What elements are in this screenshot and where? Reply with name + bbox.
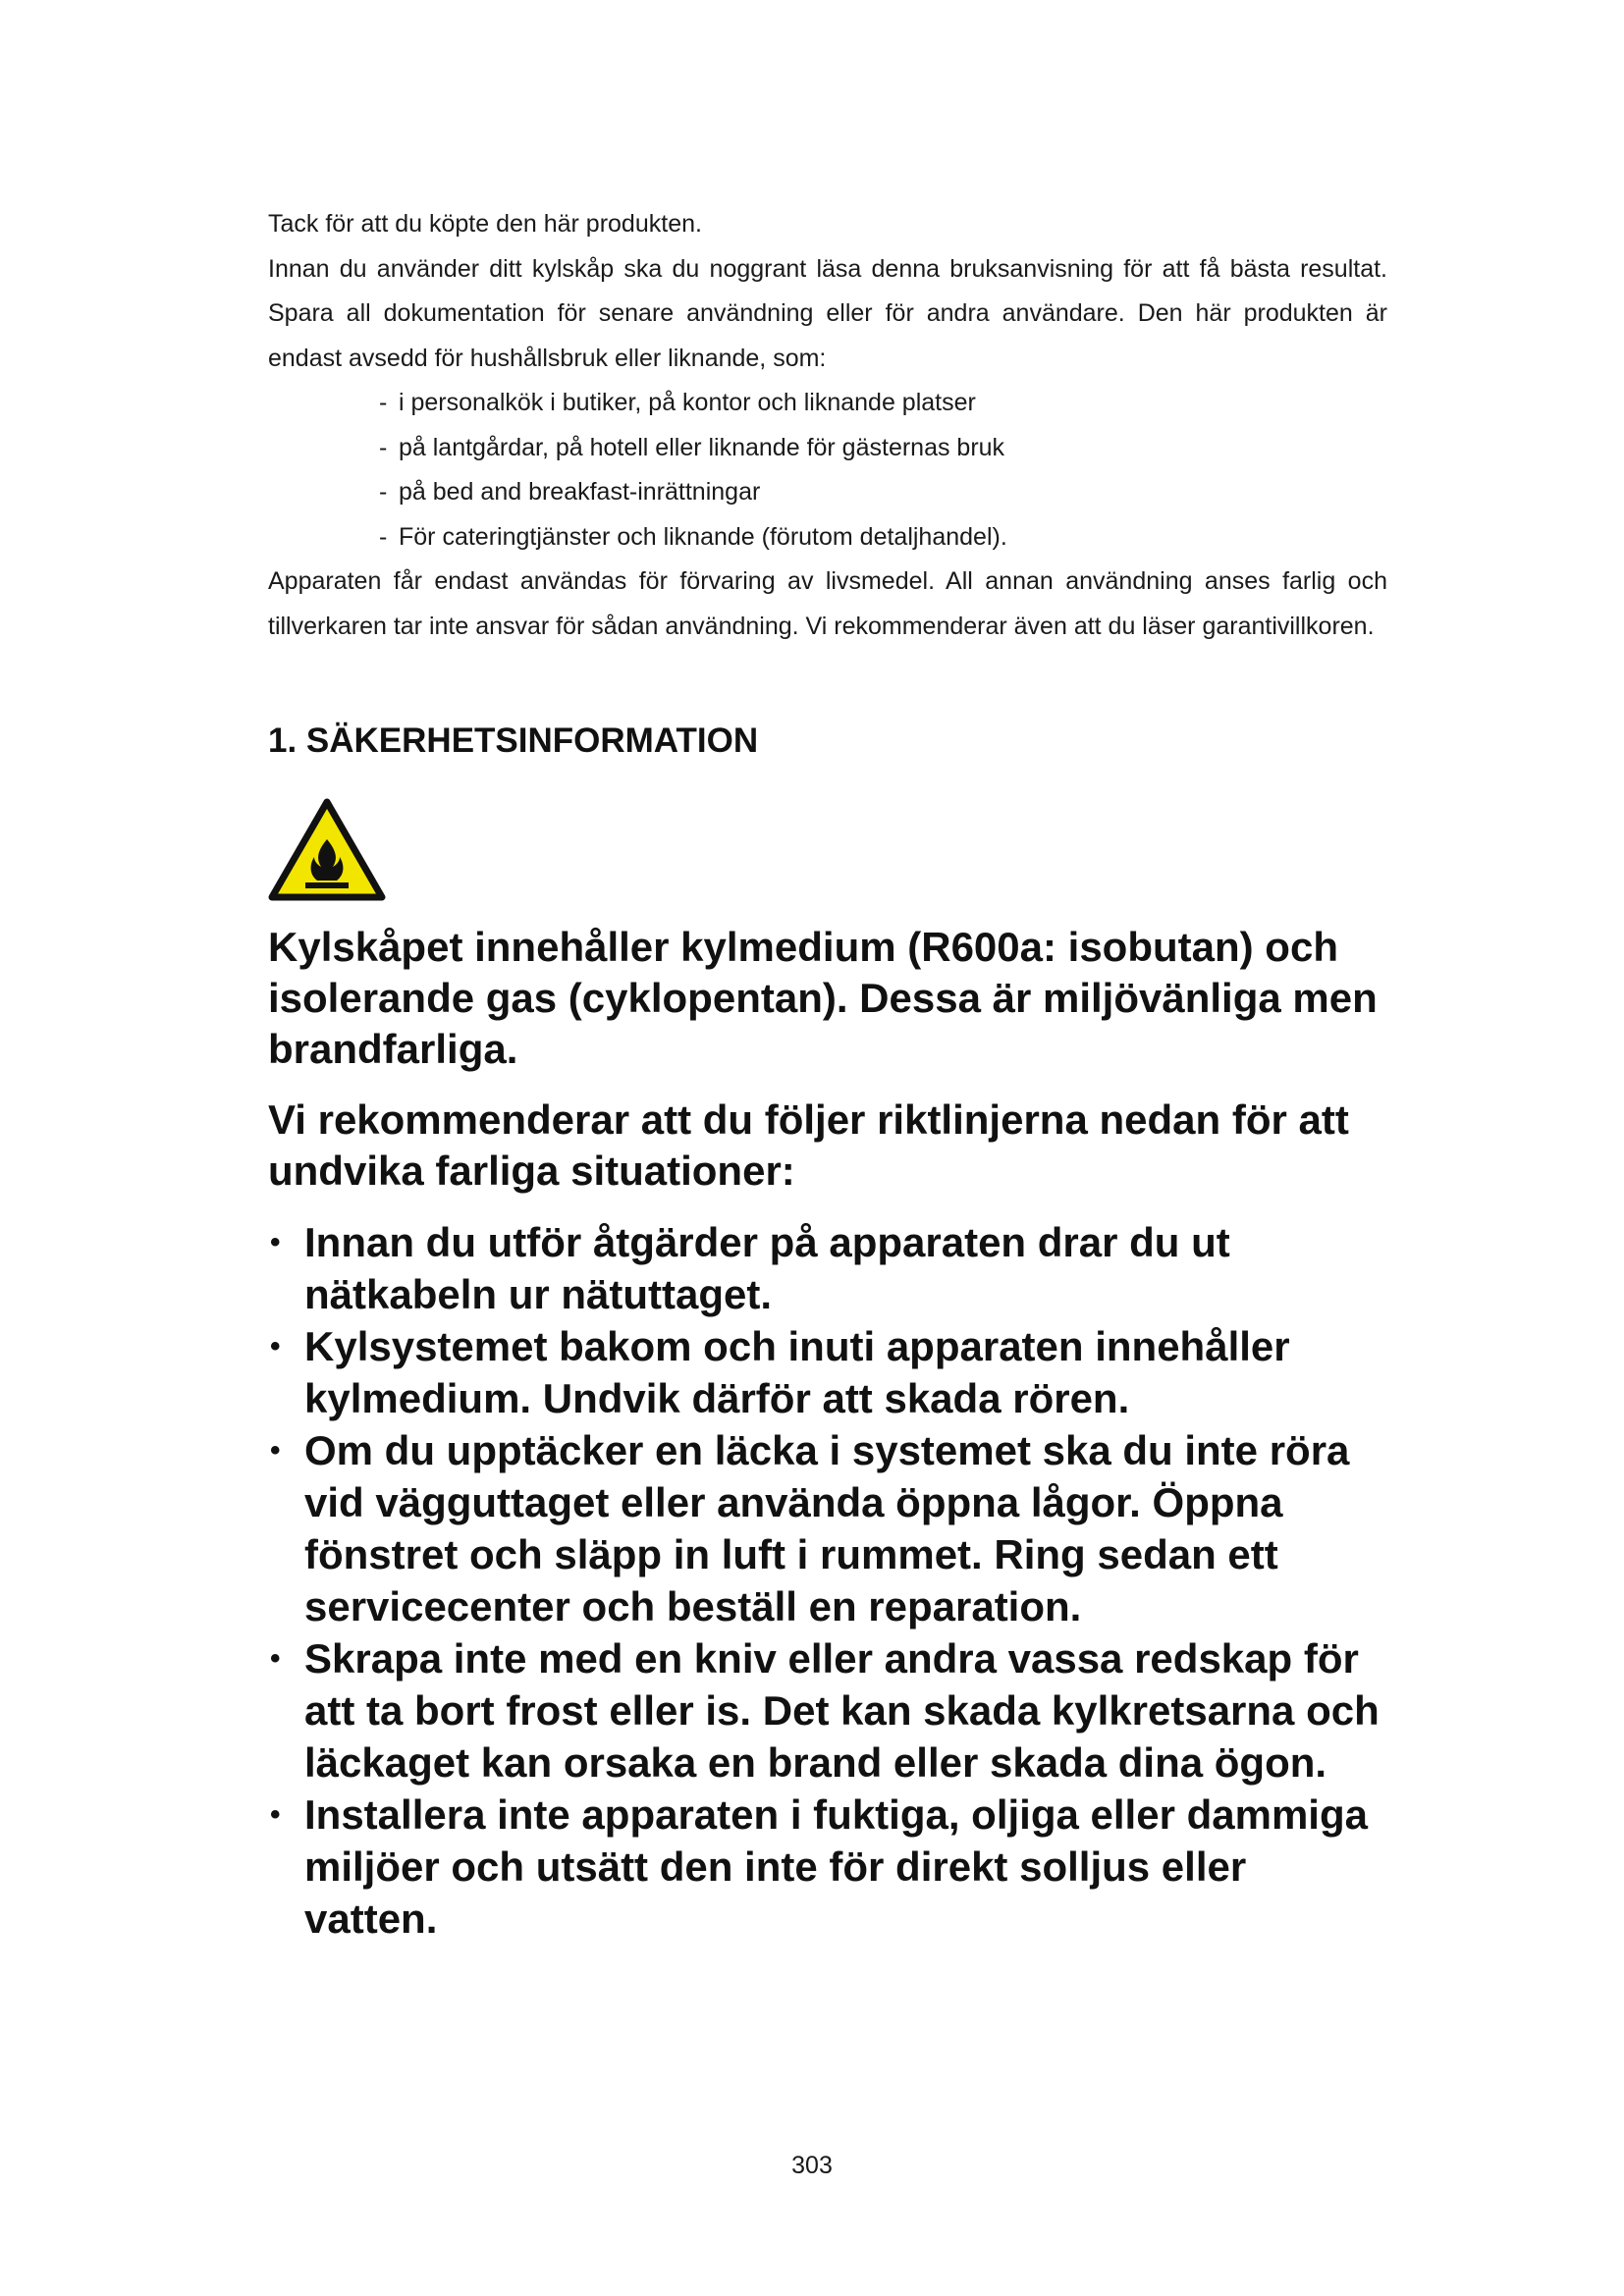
safety-rule-text: Kylsystemet bakom och inuti apparaten innehåller kylmedium. Undvik därför att skada rören.: [304, 1323, 1290, 1421]
bullet-marker: •: [270, 1798, 281, 1831]
dash-marker: -: [379, 389, 388, 416]
dash-marker: -: [379, 522, 388, 551]
usage-item-text: För cateringtjänster och liknande (förutom detaljhandel).: [399, 522, 1007, 551]
page-content: [268, 202, 1387, 1945]
safety-rule: [268, 1216, 1387, 1320]
safety-rules-list: [268, 1216, 1387, 1945]
closing-paragraph: Apparaten får endast användas för förvaring av livsmedel. All annan användning anses farlig och tillverkaren tar inte ansvar för sådan användning. Vi rekommenderar även att du läser garantivillkoren.: [268, 567, 1387, 640]
dash-marker: -: [379, 433, 388, 461]
usage-item-text: på lantgårdar, på hotell eller liknande för gästernas bruk: [399, 433, 1005, 461]
bullet-marker: •: [270, 1226, 281, 1258]
bullet-marker: •: [270, 1330, 281, 1362]
section-title: 1. SÄKERHETSINFORMATION: [268, 721, 759, 760]
usage-item-text: i personalkök i butiker, på kontor och liknande platser: [399, 389, 976, 416]
safety-rule: [268, 1789, 1387, 1945]
bullet-marker: •: [270, 1642, 281, 1675]
refrigerant-statement: Kylskåpet innehåller kylmedium (R600a: isobutan) och isolerande gas (cyklopentan). Dessa är miljövänliga men brandfarliga.: [268, 924, 1378, 1072]
safety-rule: [268, 1320, 1387, 1424]
usage-item: [379, 381, 1387, 426]
usage-item: [379, 426, 1387, 471]
page-number: 303: [791, 2152, 833, 2179]
safety-rule-text: Installera inte apparaten i fuktiga, oljiga eller dammiga miljöer och utsätt den inte för direkt solljus eller vatten.: [304, 1791, 1368, 1942]
flammable-warning-icon: [268, 798, 386, 902]
usage-item: [379, 515, 1387, 561]
dash-marker: -: [379, 478, 388, 506]
usage-item-text: på bed and breakfast-inrättningar: [399, 478, 761, 506]
safety-rule-text: Innan du utför åtgärder på apparaten drar du ut nätkabeln ur nätuttaget.: [304, 1219, 1230, 1317]
intro-section: [268, 202, 1387, 649]
safety-rule: [268, 1632, 1387, 1789]
usage-item: [379, 470, 1387, 515]
safety-rule-text: Skrapa inte med en kniv eller andra vassa redskap för att ta bort frost eller is. Det kan skada kylkretsarna och läckaget kan orsaka en brand eller skada dina ögon.: [304, 1635, 1380, 1786]
safety-rule: [268, 1424, 1387, 1632]
bullet-marker: •: [270, 1434, 281, 1467]
intro-paragraph: Innan du använder ditt kylskåp ska du noggrant läsa denna bruksanvisning för att få bästa resultat. Spara all dokumentation för senare användning eller för andra användare. Den här produkten är endast avsedd för hushållsbruk eller liknande, som:: [268, 254, 1387, 372]
thanks-line: Tack för att du köpte den här produkten.: [268, 210, 702, 238]
guidelines-intro: Vi rekommenderar att du följer riktlinjerna nedan för att undvika farliga situationer:: [268, 1096, 1349, 1194]
safety-rule-text: Om du upptäcker en läcka i systemet ska du inte röra vid vägguttaget eller använda öppna lågor. Öppna fönstret och släpp in luft i rummet. Ring sedan ett servicecenter och beställ en reparation.: [304, 1427, 1350, 1629]
usage-list: [268, 381, 1387, 560]
